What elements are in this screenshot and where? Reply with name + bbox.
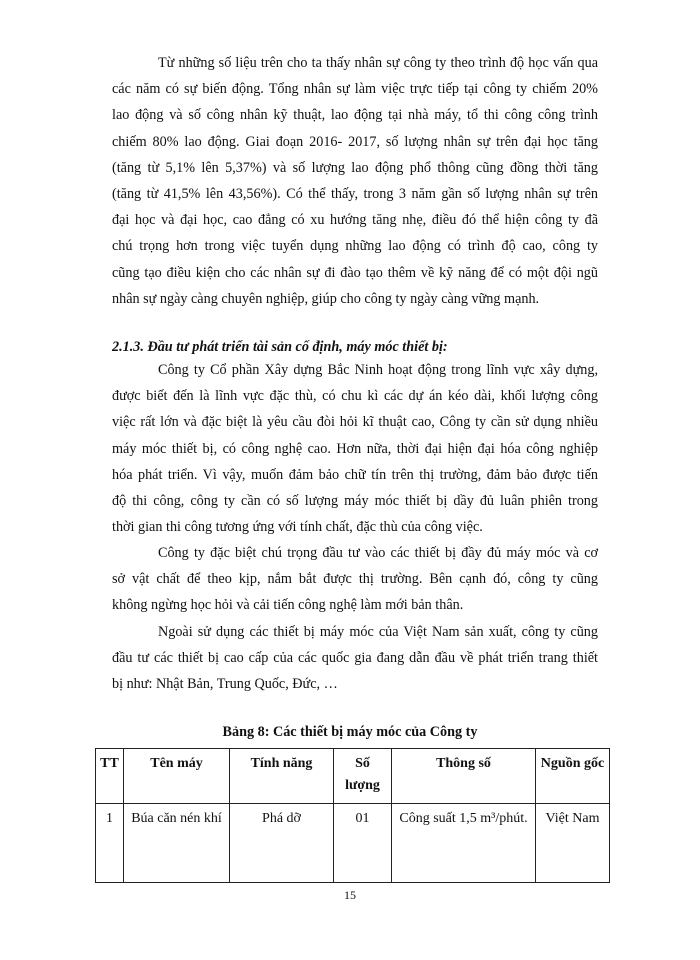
text-line: Công ty đặc biệt chú trọng đầu tư vào các thiết bị đầy đủ máy móc và cơ bbox=[158, 545, 598, 561]
text-line: chú trọng hơn trong việc tuyển dụng những lao động có trình độ cao, công ty bbox=[112, 238, 598, 255]
equipment-table bbox=[95, 748, 610, 883]
text-line: được biết đến là lĩnh vực đặc thù, có chu kì các dự án kéo dài, khối lượng công bbox=[112, 388, 598, 405]
header-function: Tính năng bbox=[230, 749, 334, 804]
table-row bbox=[96, 804, 610, 883]
text-line: các năm có sự biến động. Tổng nhân sự làm việc trực tiếp tại công ty chiếm 20% bbox=[112, 81, 598, 98]
header-tt: TT bbox=[96, 749, 124, 804]
paragraph-investment-focus bbox=[112, 540, 598, 619]
table-header-row bbox=[96, 749, 610, 804]
text-line: nhân sự ngày càng chuyên nghiệp, giúp cho công ty ngày càng vững mạnh. bbox=[112, 290, 540, 307]
header-specs: Thông số bbox=[392, 749, 536, 804]
text-line: sở vật chất để theo kịp, nắm bắt được thị trường. Bên cạnh đó, công ty cũng bbox=[112, 571, 598, 588]
text-line: Từ những số liệu trên cho ta thấy nhân sự công ty theo trình độ học vấn qua bbox=[158, 55, 598, 71]
header-quantity: Số lượng bbox=[334, 749, 392, 804]
text-line: (tăng từ 5,1% lên 5,37%) và số lượng lao động phổ thông cũng đồng thời tăng bbox=[112, 159, 598, 176]
text-line: bị như: Nhật Bản, Trung Quốc, Đức, … bbox=[112, 676, 338, 693]
cell-function: Phá dỡ bbox=[230, 804, 334, 883]
page-number: 15 bbox=[344, 888, 356, 902]
table-caption: Bảng 8: Các thiết bị máy móc của Công ty bbox=[222, 724, 478, 740]
text-line: Ngoài sử dụng các thiết bị máy móc của Việt Nam sản xuất, công ty cũng bbox=[158, 624, 598, 640]
text-line: đầu tư các thiết bị cao cấp của các quốc gia đang dẫn đầu về phát triển trang thiết bbox=[112, 650, 598, 667]
text-line: thời gian thi công tương ứng với tính chất, đặc thù của công việc. bbox=[112, 519, 483, 536]
header-origin: Nguồn gốc bbox=[536, 749, 610, 804]
cell-machine-name: Búa căn nén khí bbox=[124, 804, 230, 883]
text-line: không ngừng học hỏi và cải tiến công nghệ làm mới bản thân. bbox=[112, 597, 464, 614]
cell-tt: 1 bbox=[96, 804, 124, 883]
text-line: hóa phát triển. Vì vậy, muốn đảm bảo chữ tín trên thị trường, đảm bảo được tiến bbox=[112, 466, 598, 483]
text-line: việc rất lớn và đặc biệt là yêu cầu đòi hỏi kĩ thuật cao, Công ty cần sử dụng nhiều bbox=[112, 414, 598, 431]
section-heading: 2.1.3. Đầu tư phát triển tài sản cố định, máy móc thiết bị: bbox=[112, 339, 448, 355]
text-line: cũng tạo điều kiện cho các nhân sự đi đào tạo thêm về kỹ năng để có một đội ngũ bbox=[112, 264, 598, 281]
paragraph-foreign-equipment bbox=[112, 619, 598, 698]
text-line: đại học và đại học, cao đẳng có xu hướng tăng nhẹ, điều đó thể hiện công ty đã bbox=[112, 212, 598, 229]
cell-quantity: 01 bbox=[334, 804, 392, 883]
header-machine-name: Tên máy bbox=[124, 749, 230, 804]
cell-specs: Công suất 1,5 m³/phút. bbox=[392, 804, 536, 883]
text-line: (tăng từ 41,5% lên 43,56%). Có thể thấy, trong 3 năm gần số lượng nhân sự trên bbox=[112, 186, 598, 203]
text-line: máy móc thiết bị, có công nghệ cao. Hơn nữa, thời đại hiện đại hóa công nghiệp bbox=[112, 440, 598, 457]
text-line: lao động và số công nhân kỹ thuật, lao động tại nhà máy, tổ thi công công trình bbox=[112, 107, 598, 124]
paragraph-staff-analysis bbox=[112, 50, 598, 312]
paragraph-company-overview bbox=[112, 357, 598, 540]
cell-origin: Việt Nam bbox=[536, 804, 610, 883]
text-line: Công ty Cổ phần Xây dựng Bắc Ninh hoạt động trong lĩnh vực xây dựng, bbox=[158, 362, 598, 378]
text-line: độ thi công, công ty cần có số lượng máy móc thiết bị dầy đủ luân phiên trong bbox=[112, 493, 598, 510]
text-line: chiếm 80% lao động. Giai đoạn 2016- 2017, số lượng nhân sự trên đại học tăng bbox=[112, 133, 598, 150]
